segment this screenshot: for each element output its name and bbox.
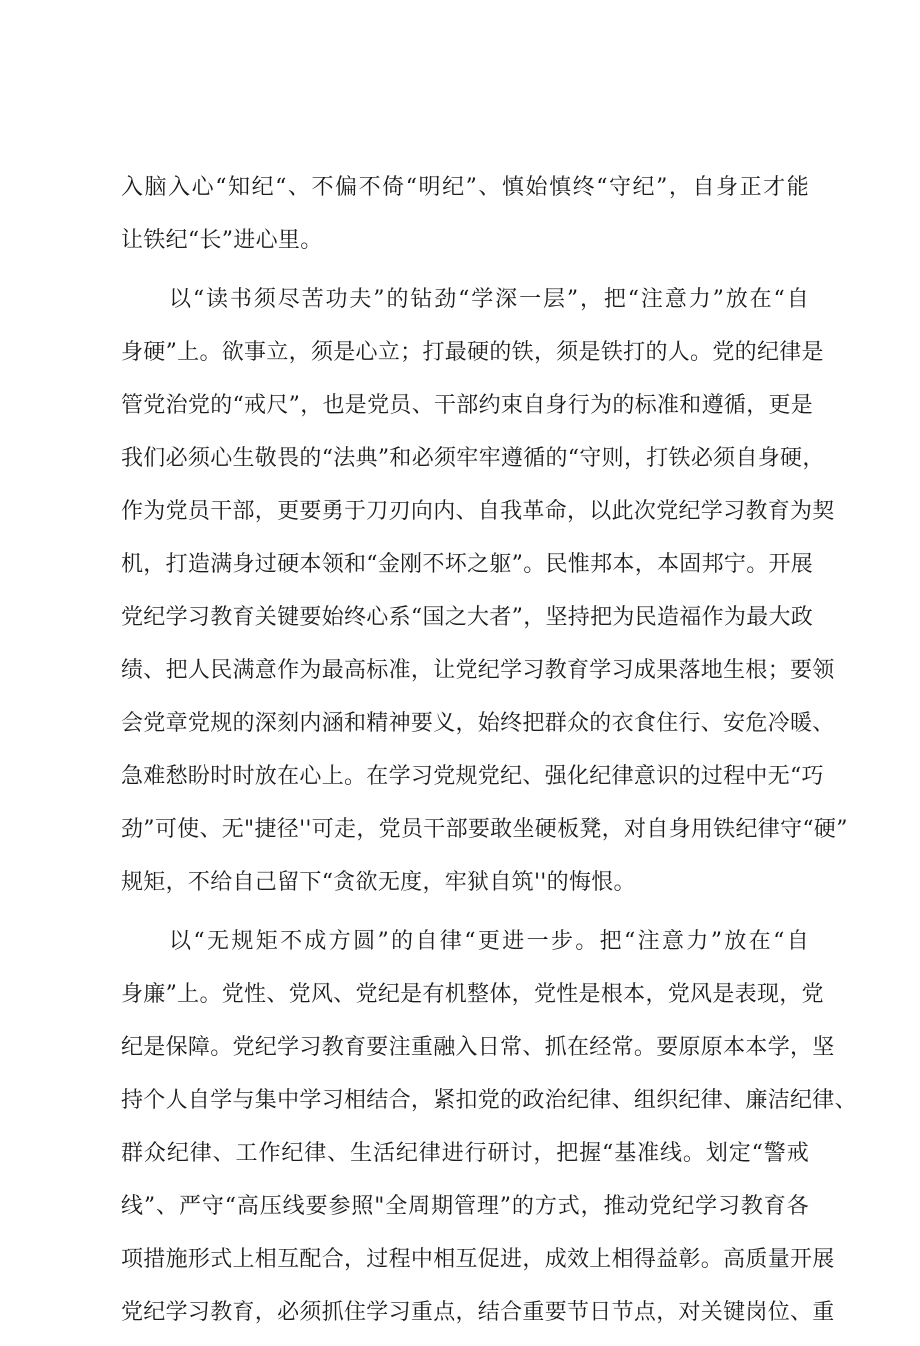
paragraph: [121, 168, 809, 274]
text-line: 绩、把人民满意作为最高标准，让党纪学习教育学习成果落地生根；要领: [121, 658, 835, 683]
text-line: 机，打造满身过硬本领和“金刚不坏之躯”。民惟邦本，本固邦宁。开展: [121, 552, 814, 577]
text-line: 会党章党规的深刻内涵和精神要义，始终把群众的衣食住行、安危冷暖、: [121, 711, 835, 736]
text-line: 规矩，不给自己留下“贪欲无度，牢狱自筑''的悔恨。: [121, 870, 636, 895]
text-line: 线”、严守“高压线要参照"全周期管理”的方式，推动党纪学习教育各: [121, 1194, 809, 1219]
text-line: 劲”可使、无"捷径''可走，党员干部要敢坐硬板凳，对自身用铁纪律守“硬”: [121, 817, 848, 842]
text-line: 身廉”上。党性、党风、党纪是有机整体，党性是根本，党风是表现，党: [121, 982, 824, 1007]
text-line: 急难愁盼时时放在心上。在学习党规党纪、强化纪律意识的过程中无“巧: [121, 764, 824, 789]
document-body: [121, 168, 857, 1346]
paragraph: [121, 922, 857, 1346]
text-line: 让铁纪“长”进心里。: [121, 228, 323, 253]
text-line: 群众纪律、工作纪律、生活纪律进行研讨，把握“基准线。划定“警戒: [121, 1141, 809, 1166]
text-line: 持个人自学与集中学习相结合，紧扣党的政治纪律、组织纪律、廉洁纪律、: [121, 1088, 857, 1113]
text-line: 以“读书须尽苦功夫”的钻劲“学深一层”，把“注意力”放在“自: [169, 287, 809, 312]
text-line: 入脑入心“知纪“、不偏不倚“明纪”、慎始慎终“守纪”，自身正才能: [121, 175, 809, 200]
paragraph: [121, 280, 848, 916]
text-line: 管党治党的“戒尺”，也是党员、干部约束自身行为的标准和遵循，更是: [121, 393, 814, 418]
text-line: 以“无规矩不成方圆”的自律“更进一步。把“注意力”放在“自: [169, 929, 809, 954]
text-line: 作为党员干部，更要勇于刀刃向内、自我革命，以此次党纪学习教育为契: [121, 499, 835, 524]
text-line: 项措施形式上相互配合，过程中相互促进，成效上相得益彰。高质量开展: [121, 1247, 835, 1272]
text-line: 我们必须心生敬畏的“法典”和必须牢牢遵循的“守则，打铁必须自身硬，: [121, 446, 825, 471]
text-line: 纪是保障。党纪学习教育要注重融入日常、抓在经常。要原原本本学，坚: [121, 1035, 835, 1060]
text-line: 党纪学习教育关键要始终心系“国之大者”，坚持把为民造福作为最大政: [121, 605, 814, 630]
text-line: 身硬”上。欲事立，须是心立；打最硬的铁，须是铁打的人。党的纪律是: [121, 340, 824, 365]
text-line: 党纪学习教育，必须抓住学习重点，结合重要节日节点，对关键岗位、重: [121, 1300, 835, 1325]
